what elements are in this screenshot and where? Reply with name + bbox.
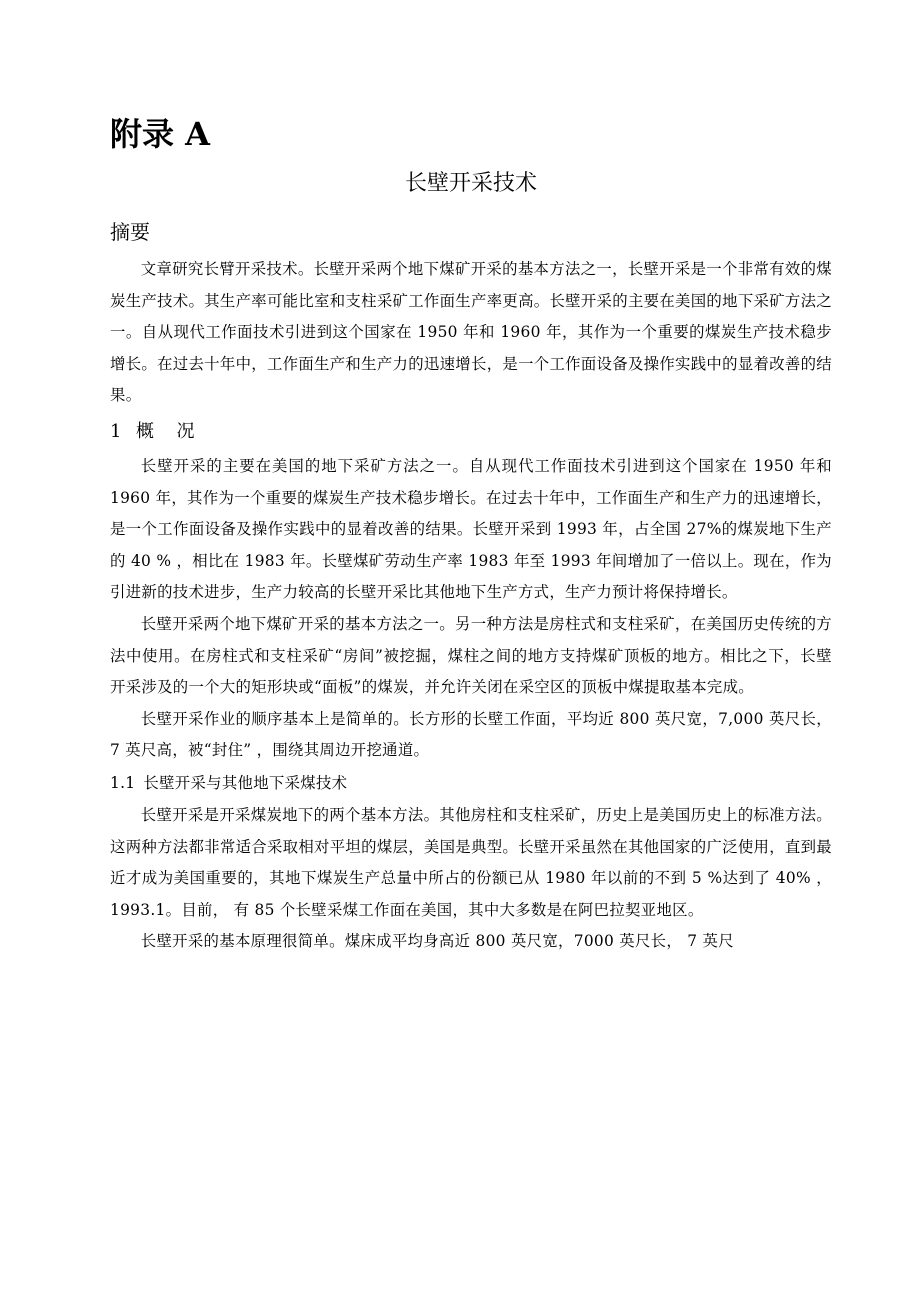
section-1-title-char-2: 况 [176,420,195,442]
section-1-paragraph-1: 长壁开采的主要在美国的地下采矿方法之一。自从现代工作面技术引进到这个国家在 1950 年和 1960 年，其作为一个重要的煤炭生产技术稳步增长。在过去十年中，工作面生产和生产力的迅速增长，是一个工作面设备及操作实践中的显着改善的结果。长壁开采到 1993 年，占全国 27%的煤炭地下生产的 40 % ，相比在 1983 年。长壁煤矿劳动生产率 1983 年至 1993 年间增加了一倍以上。现在，作为引进新的技术进步，生产力较高的长壁开采比其他地下生产方式，生产力预计将保持增长。 [110,456,832,602]
appendix-title: 附录 A [110,115,210,153]
document-body [110,254,832,958]
section-1-paragraph-3: 长壁开采作业的顺序基本上是简单的。长方形的长壁工作面，平均近 800 英尺宽，7,000 英尺长， 7 英尺高，被“封住” ，围绕其周边开挖通道。 [110,709,832,760]
section-1-paragraph-2: 长壁开采两个地下煤矿开采的基本方法之一。另一种方法是房柱式和支柱采矿，在美国历史传统的方法中使用。在房柱式和支柱采矿“房间”被挖掘，煤柱之间的地方支持煤矿顶板的地方。相比之下，长壁开采涉及的一个大的矩形块或“面板”的煤炭，并允许关闭在采空区的顶板中煤提取基本完成。 [110,614,832,697]
section-1-1-heading [110,767,832,800]
section-1-1-paragraph-2: 长壁开采的基本原理很简单。煤床成平均身高近 800 英尺宽，7000 英尺长， 7 英尺 [140,932,734,951]
section-1-heading [110,412,832,451]
section-1-1-paragraph-1: 长壁开采是开采煤炭地下的两个基本方法。其他房柱和支柱采矿，历史上是美国历史上的标准方法。这两种方法都非常适合采取相对平坦的煤层，美国是典型。长壁开采虽然在其他国家的广泛使用，直到最近才成为美国重要的，其地下煤炭生产总量中所占的份额已从 1980 年以前的不到 5 %达到了 40% ， 1993.1。目前， 有 85 个长壁采煤工作面在美国，其中大多数是在阿巴拉契亚地区。 [110,805,832,919]
section-1-title-char-1: 概 [135,420,155,442]
abstract-paragraph: 文章研究长臂开采技术。长壁开采两个地下煤矿开采的基本方法之一，长壁开采是一个非常有效的煤炭生产技术。其生产率可能比室和支柱采矿工作面生产率更高。长壁开采的主要在美国的地下采矿方法之一。自从现代工作面技术引进到这个国家在 1950 年和 1960 年，其作为一个重要的煤炭生产技术稳步增长。在过去十年中，工作面生产和生产力的迅速增长，是一个工作面设备及操作实践中的显着改善的结果。 [110,260,832,405]
document-title: 长壁开采技术 [404,171,537,196]
section-1-1-title: 长壁开采与其他地下采煤技术 [143,773,348,792]
section-1-number: 1 [110,420,122,442]
abstract-heading: 摘要 [110,220,150,244]
section-1-1-number: 1.1 [110,773,136,792]
